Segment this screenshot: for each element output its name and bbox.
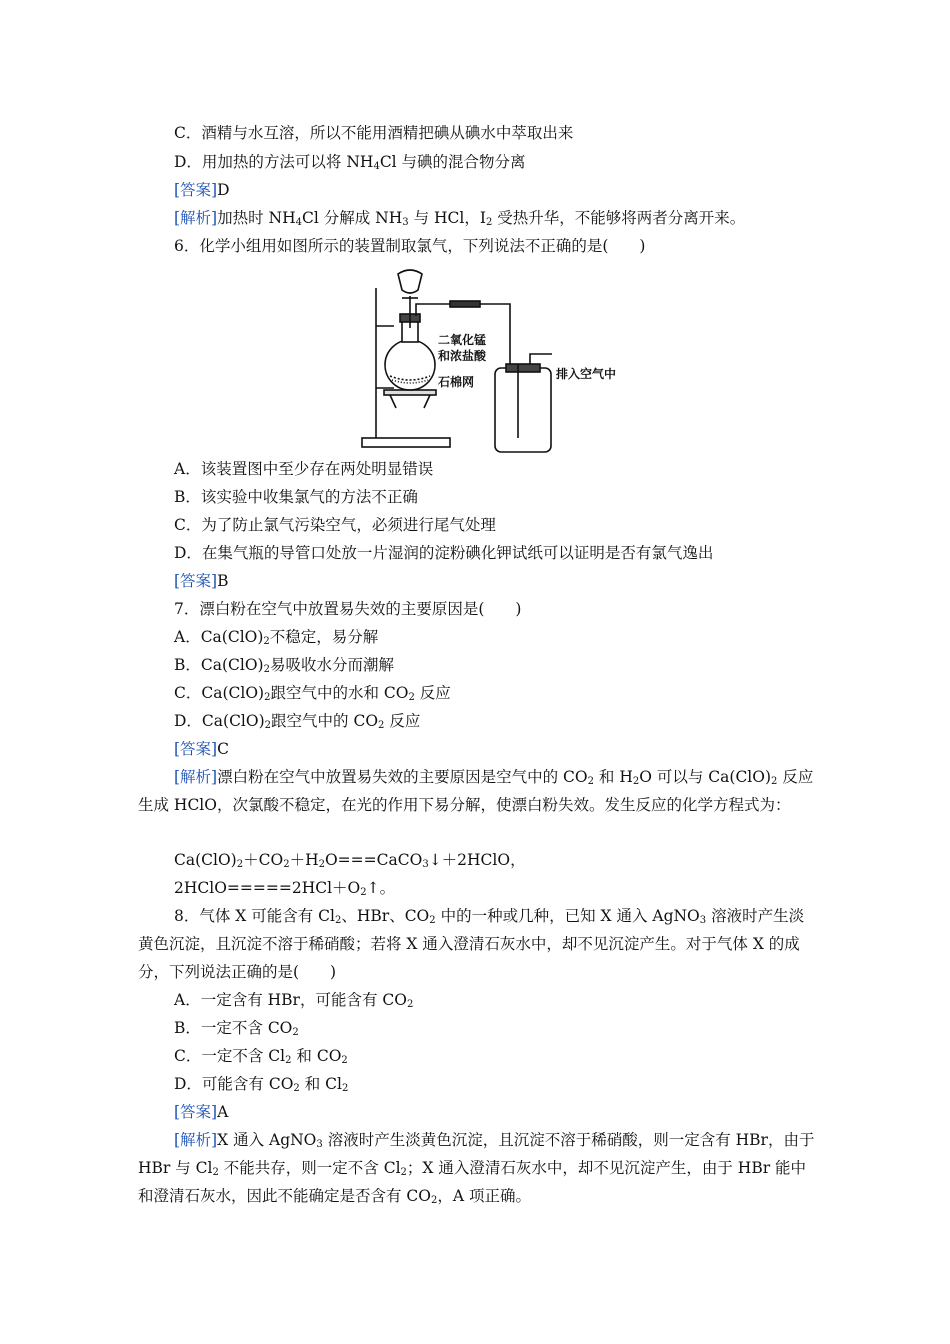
q6-option-a: A．该装置图中至少存在两处明显错误 (174, 460, 434, 478)
label-reagent-2: 和浓盐酸 (438, 349, 487, 363)
apparatus-diagram (360, 268, 660, 460)
label-asbestos-gauze: 石棉网 (438, 375, 475, 389)
q7-option-a: A．$Ca(ClO)_2$不稳定，易分解 (174, 628, 379, 647)
q5-answer: [答案]D (174, 181, 230, 199)
chlorine-apparatus-figure (360, 268, 660, 460)
separatory-funnel (398, 270, 422, 293)
q7-option-c: C．$Ca(ClO)_2$跟空气中的水和 $CO_2$ 反应 (174, 684, 451, 703)
q5-option-d: D．用加热的方法可以将 $NH_4Cl$ 与碘的混合物分离 (174, 153, 526, 172)
q8-option-c: C．一定不含 $Cl_2$ 和 $CO_2$ (174, 1047, 348, 1066)
q5-option-c: C．酒精与水互溶，所以不能用酒精把碘从碘水中萃取出来 (174, 124, 574, 142)
q7-stem: 7．漂白粉在空气中放置易失效的主要原因是( ) (174, 600, 522, 618)
q6-answer: [答案]B (174, 572, 229, 590)
q7-analysis: [解析]漂白粉在空气中放置易失效的主要原因是空气中的 $CO_2$ 和 $H_2O$ 可以与 $Ca(ClO)_2$ 反应生成 HClO，次氯酸不稳定，在光的作用下易分解，使漂白粉失效。发生反应的化学方程式为： (138, 768, 814, 814)
q8-analysis: [解析]X 通入 AgNO$_3$ 溶液时产生淡黄色沉淀，且沉淀不溶于稀硝酸，则一定含有 HBr，由于 HBr 与 $Cl_2$ 不能共存，则一定不含 $Cl_2$；X 通入澄清石灰水中，却不见沉淀产生，由于 HBr 能中和澄清石灰水，因此不能确定是否含有 $CO_2$，A 项正确。 (138, 1131, 815, 1206)
q5-analysis: [解析]加热时 $NH_4Cl$ 分解成 $NH_3$ 与 HCl，$I_2$ 受热升华，不能够将两者分离开来。 (174, 209, 746, 228)
q6-option-d: D．在集气瓶的导管口处放一片湿润的淀粉碘化钾试纸可以证明是否有氯气逸出 (174, 544, 714, 562)
q7-option-b: B．$Ca(ClO)_2$易吸收水分而潮解 (174, 656, 395, 675)
q8-stem: 8．气体 X 可能含有 $Cl_2$、HBr、$CO_2$ 中的一种或几种，已知 X 通入 AgNO$_3$ 溶液时产生淡黄色沉淀，且沉淀不溶于稀硝酸；若将 X 通入澄清石灰水中，却不见沉淀产生。对于气体 X 的成分，下列说法正确的是( ) (138, 907, 805, 981)
q8-answer: [答案]A (174, 1103, 229, 1121)
q6-option-c: C．为了防止氯气污染空气，必须进行尾气处理 (174, 516, 496, 534)
q6-stem: 6．化学小组用如图所示的装置制取氯气，下列说法不正确的是( ) (174, 237, 646, 255)
q8-option-b: B．一定不含 $CO_2$ (174, 1019, 299, 1038)
q6-option-b: B．该实验中收集氯气的方法不正确 (174, 488, 418, 506)
q8-option-d: D．可能含有 $CO_2$ 和 $Cl_2$ (174, 1075, 349, 1094)
q7-option-d: D．$Ca(ClO)_2$跟空气中的 $CO_2$ 反应 (174, 712, 421, 731)
label-exhaust: 排入空气中 (556, 367, 617, 381)
q8-option-a: A．一定含有 HBr，可能含有 $CO_2$ (174, 991, 414, 1010)
q7-answer: [答案]C (174, 740, 229, 758)
label-reagent-1: 二氧化锰 (438, 333, 487, 347)
gas-collecting-bottle (495, 368, 551, 452)
stand-base (362, 438, 450, 447)
q7-equation-2: $2HClO=====2HCl+O_2↑$。 (174, 879, 396, 898)
q7-equation-1: $Ca(ClO)_2+CO_2+H_2O===CaCO_3↓+2HClO$， (174, 851, 526, 870)
